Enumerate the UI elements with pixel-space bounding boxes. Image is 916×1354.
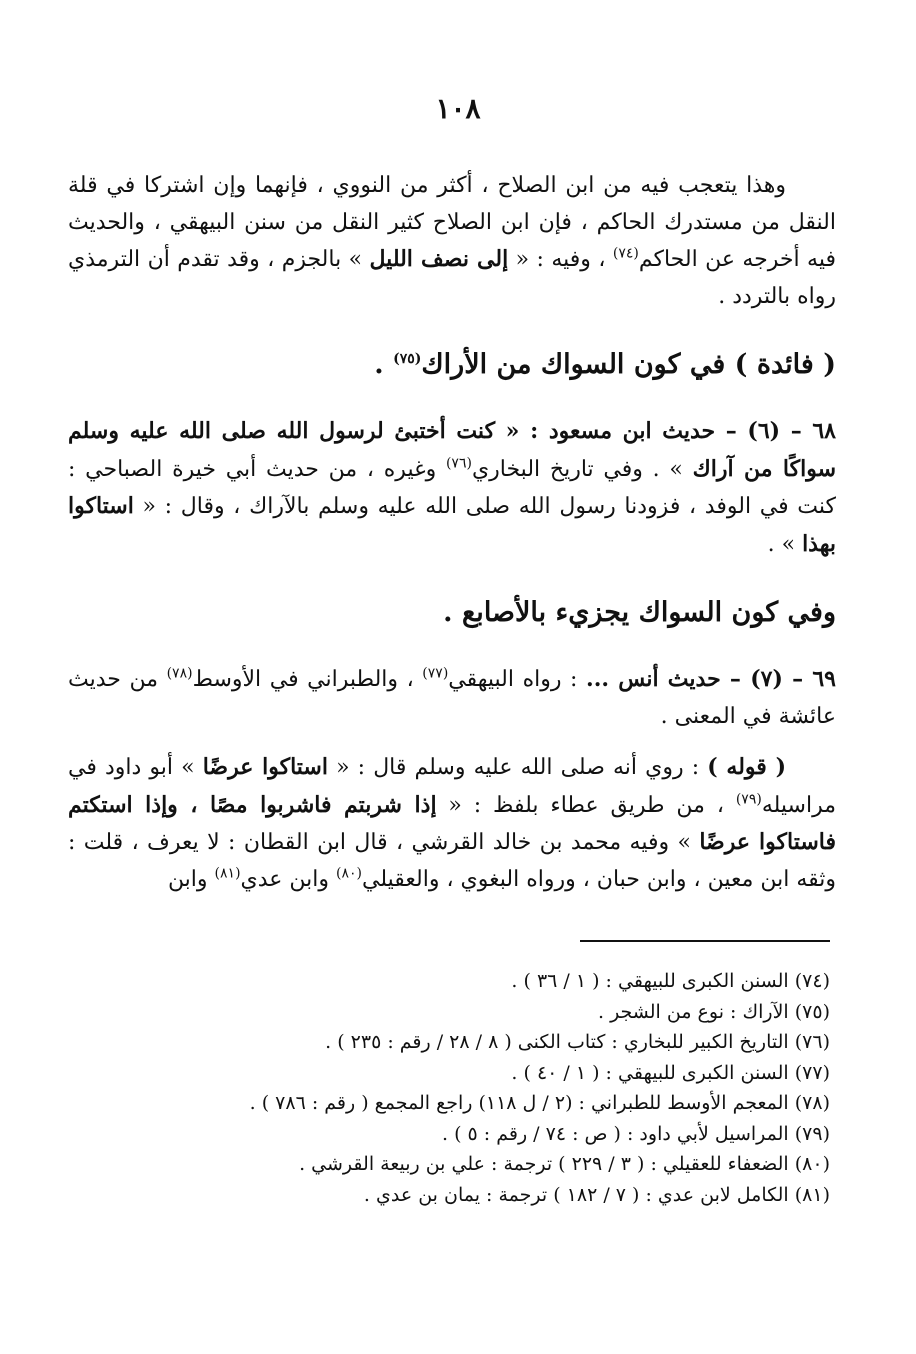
footnote-ref-81[interactable]: (٨١)	[214, 865, 241, 882]
bold-quote: إذا شربتم فاشربوا مصًا ، وإذا استكتم فاستاكوا عرضًا	[68, 791, 836, 855]
footnote-ref-74[interactable]: (٧٤)	[612, 245, 639, 262]
hadith-68	[68, 413, 836, 563]
page-number: ١٠٨	[435, 92, 481, 125]
footnote-78: (٧٨) المعجم الأوسط للطبراني : (٢ / ل ١١٨) راجع المجمع ( رقم : ٧٨٦ ) .	[249, 1092, 830, 1114]
text-span: » أبو داود في مراسيله	[68, 755, 836, 818]
footnote-77: (٧٧) السنن الكبرى للبيهقي : ( ١ / ٤٠ ) .	[511, 1061, 830, 1084]
section-heading-arak	[68, 343, 836, 387]
section-heading-fingers: وفي كون السواك يجزيء بالأصابع .	[443, 597, 836, 628]
footnote-ref-76[interactable]: (٧٦)	[445, 455, 472, 472]
text-span: » .	[767, 531, 803, 557]
footnote-79: (٧٩) المراسيل لأبي داود : ( ص : ٧٤ / رقم : ٥ ) .	[442, 1122, 830, 1145]
text-span: وهذا يتعجب فيه من ابن الصلاح ، أكثر من النووي ، فإنهما وإن اشتركا في قلة النقل من مستدرك الحاكم ، فإن ابن الصلاح كثير النقل من سنن البيهقي ، والحديث فيه أخرجه عن الحاكم	[68, 173, 837, 272]
footnote-ref-75[interactable]: (٧٥)	[393, 351, 422, 367]
footnote-ref-79[interactable]: (٧٩)	[735, 791, 762, 808]
heading-tail: .	[374, 349, 394, 380]
text-span: وابن	[167, 866, 215, 892]
bold-quote: إلى نصف الليل	[369, 246, 509, 272]
main-text	[68, 168, 836, 898]
text-span: » بالجزم ، وقد تقدم أن الترمذي رواه بالتردد .	[68, 247, 836, 309]
paragraph-ibn-salah	[68, 168, 836, 315]
footnote-81: (٨١) الكامل لابن عدي : ( ٧ / ١٨٢ ) ترجمة : يمان بن عدي .	[363, 1183, 830, 1206]
text-span: وغيره ، من حديث أبي خيرة الصباحي : كنت في الوفد ، فزودنا رسول الله صلى الله عليه وسلم بالآراك ، وقال : «	[68, 456, 836, 519]
text-span: » وفيه محمد بن خالد القرشي ، قال ابن القطان : لا يعرف ، قلت : وثقه ابن معين ، وابن حبان ، ورواه البغوي ، والعقيلي	[68, 830, 836, 892]
text-span: ، والطبراني في الأوسط	[192, 667, 423, 692]
footnote-75: (٧٥) الآراك : نوع من الشجر .	[597, 1000, 830, 1023]
footnote-80: (٨٠) الضعفاء للعقيلي : ( ٣ / ٢٢٩ ) ترجمة : علي بن ربيعة القرشي .	[299, 1153, 830, 1175]
text-span: ، وفيه : «	[508, 247, 613, 272]
footnote-separator	[580, 940, 830, 942]
hadith-69	[68, 661, 836, 735]
bold-label: ( قوله )	[707, 754, 786, 780]
hadith-title: ٦٨ – (٦) – حديث ابن مسعود : « كنت أختبئ لرسول الله صلى الله عليه وسلم سواكًا من آراك	[68, 418, 836, 482]
bold-quote: استاكوا عرضًا	[202, 754, 328, 780]
text-span: » . وفي تاريخ البخاري	[471, 456, 693, 482]
heading-text: ( فائدة ) في كون السواك من الأراك	[421, 349, 836, 380]
bold-quote: استاكوا بهذا	[68, 493, 836, 557]
text-span: من حديث عائشة في المعنى .	[68, 667, 836, 729]
footnote-ref-77[interactable]: (٧٧)	[422, 665, 449, 682]
hadith-title: ٦٩ – (٧) – حديث أنس ...	[586, 666, 836, 692]
text-span: : روي أنه صلى الله عليه وسلم قال : «	[327, 755, 708, 780]
text-span: : رواه البيهقي	[448, 667, 587, 692]
footnote-ref-80[interactable]: (٨٠)	[336, 865, 363, 882]
text-span: وابن عدي	[240, 866, 337, 892]
footnote-ref-78[interactable]: (٧٨)	[166, 665, 193, 682]
footnote-76: (٧٦) التاريخ الكبير للبخاري : كتاب الكنى ( ٨ / ٢٨ / رقم : ٢٣٥ ) .	[325, 1031, 830, 1053]
footnotes-list	[60, 966, 830, 1210]
text-span: ، من طريق عطاء بلفظ : «	[436, 792, 736, 818]
footnote-74: (٧٤) السنن الكبرى للبيهقي : ( ١ / ٣٦ ) .	[511, 970, 830, 992]
paragraph-qawluhu	[68, 749, 836, 898]
